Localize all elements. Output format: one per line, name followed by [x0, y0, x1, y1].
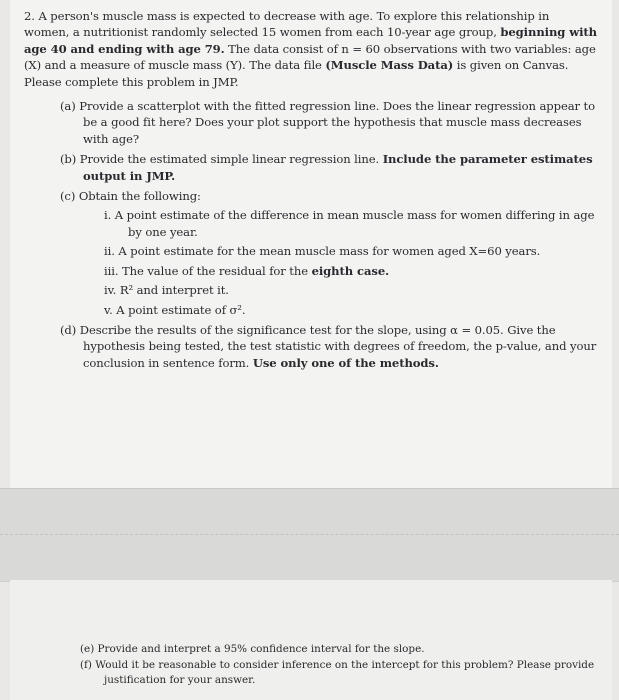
question-intro [24, 8, 598, 90]
part-c-item-iii-bold: eighth case. [311, 263, 390, 278]
part-c-item-iii [104, 263, 598, 279]
part-f: (f) Would it be reasonable to consider inference on the intercept for this problem? Please provide justification for your answer. [80, 658, 595, 687]
question-sheet-bottom [10, 580, 612, 700]
part-c-item-ii: ii. A point estimate for the mean muscle mass for women aged X=60 years. [104, 244, 541, 259]
part-b-bold: Include the parameter estimates output in JMP. [83, 152, 593, 183]
band-divider [0, 534, 619, 536]
part-d-text: (d) Describe the results of the significance test for the slope, using α = 0.05. Give the hypothesis being tested, the test statistic with degrees of freedom, the p-value, and your conclusion in sentence form. [60, 322, 597, 370]
part-b [60, 151, 598, 184]
intro-data-file: (Muscle Mass Data) [325, 58, 454, 73]
intro-text-2: The data consist of n = 60 observations with two variables: age (X) and a measure of muscle mass (Y). The data file [24, 41, 596, 73]
intro-age-range: beginning with age 40 and ending with age 79. [24, 25, 597, 56]
part-c-item-iv: iv. R² and interpret it. [104, 283, 229, 298]
part-c: (c) Obtain the following: [60, 189, 201, 204]
part-b-text: (b) Provide the estimated simple linear regression line. [60, 152, 383, 167]
part-a: (a) Provide a scatterplot with the fitted regression line. Does the linear regression appear to be a good fit here? Does your plot support the hypothesis that muscle mass decreases with age? [60, 99, 595, 146]
intro-text-1: 2. A person's muscle mass is expected to decrease with age. To explore this relationship in women, a nutritionist randomly selected 15 women from each 10-year age group, [24, 9, 550, 40]
intro-text-3: is given on Canvas. Please complete this problem in JMP. [24, 58, 569, 89]
part-c-item-iii-text: iii. The value of the residual for the [104, 263, 312, 278]
question-sheet-top [10, 0, 612, 488]
part-e: (e) Provide and interpret a 95% confidence interval for the slope. [80, 643, 425, 655]
part-c-item-i: i. A point estimate of the difference in mean muscle mass for women differing in age by one year. [104, 208, 595, 239]
part-d-bold: Use only one of the methods. [252, 355, 439, 370]
part-c-item-v: v. A point estimate of σ². [104, 302, 246, 317]
part-d [60, 322, 598, 371]
